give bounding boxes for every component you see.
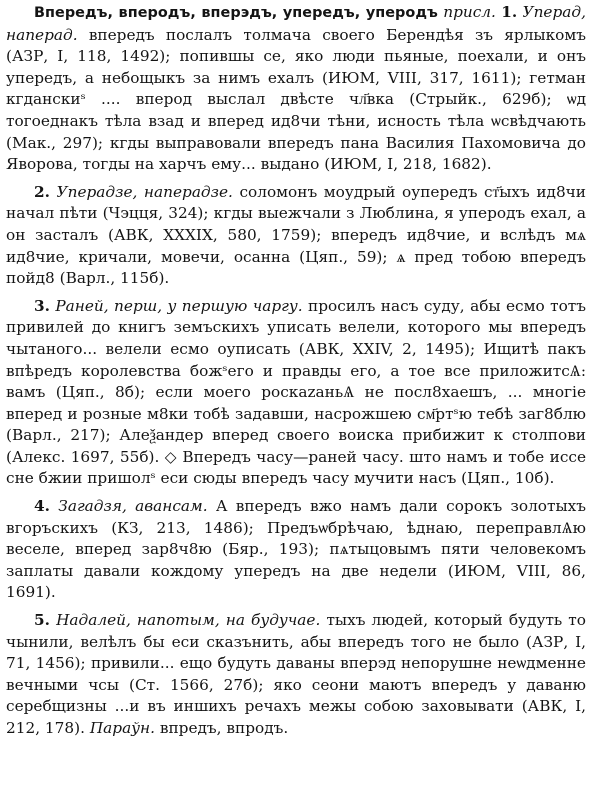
sense-number: 5. <box>34 611 50 630</box>
entry-sense-1 <box>6 2 586 176</box>
entry-sense-2 <box>6 182 586 290</box>
sense-citations: просилъ насъ суду, абы есмо тотъ привилей до книгъ земъскихъ уписать велели, которого мы впередъ чытаного... велели есмо оуписать (АВК, XXIV, 2, 1495); Ищитѣ пакъ впѣредъ королевства божˢего и правды его, а тое все приложитсѦ: вамъ (Цяп., 8б); если моего роскazaньѦ не посл8хаешъ, ... многіе вперед и розные м8ки тобѣ задавши, насрожшею см҃ртˢю тебѣ заг8блю (Варл., 217); Алеѯандер вперед своего воиска прибижит к столпови (Алекс. 1697, 55б). ◇ Впередъ часу—раней часу. што намъ и тобе иссе сне бжии пришолˢ еси сюды впередъ часу мучити насъ (Цяп., 10б). <box>6 296 586 488</box>
sense-gloss: Уперадзе, напeрадзе. <box>56 182 233 201</box>
sense-number: 4. <box>34 497 50 516</box>
cross-reference-forms: впредъ, впродъ. <box>155 719 289 737</box>
sense-gloss: Уперад, наперад. <box>6 3 586 44</box>
sense-gloss: Надалей, напотым, на будучае. <box>56 611 321 630</box>
headword: Впередъ, вперодъ, вперэдъ, уперeдъ, уперодъ <box>34 5 438 21</box>
cross-reference-label: Параўн. <box>89 719 155 737</box>
sense-gloss: Раней, перш, у першую чаргу. <box>55 296 303 315</box>
entry-sense-4 <box>6 496 586 604</box>
sense-citations: впередъ послалъ толмача своего Берендѣя зъ ярлыкомъ (АЗР, I, 118, 1492); попившы се, яко люди пьяные, поехали, и онъ уперeдъ, а небощыкъ за нимъ ехалъ (ИЮМ, VIII, 317, 1611); гетман кгданскиˢ .... вперод выслал двѣсте чл҃вка (Стрыйк., 629б); ѡд тогоеднакъ тѣла взад и вперед ид8чи тѣни, исность тѣла ѡсвѣдчають (Мак., 297); кгды выправовали вперeдъ пана Василия Пахомовича до Яворова, тогды на харчъ ему... выдано (ИЮМ, I, 218, 1682). <box>6 25 586 174</box>
sense-number: 3. <box>34 296 50 315</box>
entry-sense-5 <box>6 610 586 740</box>
entry-sense-3 <box>6 296 586 490</box>
sense-citations: тыхъ людей, который будуть то чынили, велѣлъ бы еси сказънить, абы впередъ того не было (АЗР, I, 71, 1456); привили... ещо будуть даваны вперэд непорушне неѡдменне вечными чсы (Ст. 1566, 27б); яко сеони маютъ впередъ у даваню серебщизны ...и въ иншихъ речахъ межы собою заховывати (АВК, I, 212, 178). <box>6 611 586 737</box>
sense-number: 2. <box>34 182 50 201</box>
part-of-speech: присл. <box>443 3 496 21</box>
sense-citations: соломонъ моудрый оуперeдъ ст҃ыхъ ид8чи начал пѣти (Чэцця, 324); кгды выежчали з Люблина, я уперодъ ехал, а он засталъ (АВК, XXXIX, 580, 1759); впередъ ид8чие, и вслѣдъ мѧ ид8чие, кричали, мовечи, осанна (Цяп., 59); ѧ пред тобою впередъ пойд8 (Варл., 115б). <box>6 182 586 288</box>
sense-gloss: Загадзя, авансам. <box>58 497 208 516</box>
sense-number: 1. <box>501 3 518 21</box>
sense-citations: А впередъ вжо намъ дали сорокъ золотыхъ вгоръскихъ (КЗ, 213, 1486); Предъѡбрѣчаю, ѣднаю, переправлѦю веселе, вперед зар8ч8ю (Бяр., 193); пѧтыцовымъ пяти человекомъ заплаты давали кождому уперeдъ на две недели (ИЮМ, VIII, 86, 1691). <box>6 497 586 602</box>
